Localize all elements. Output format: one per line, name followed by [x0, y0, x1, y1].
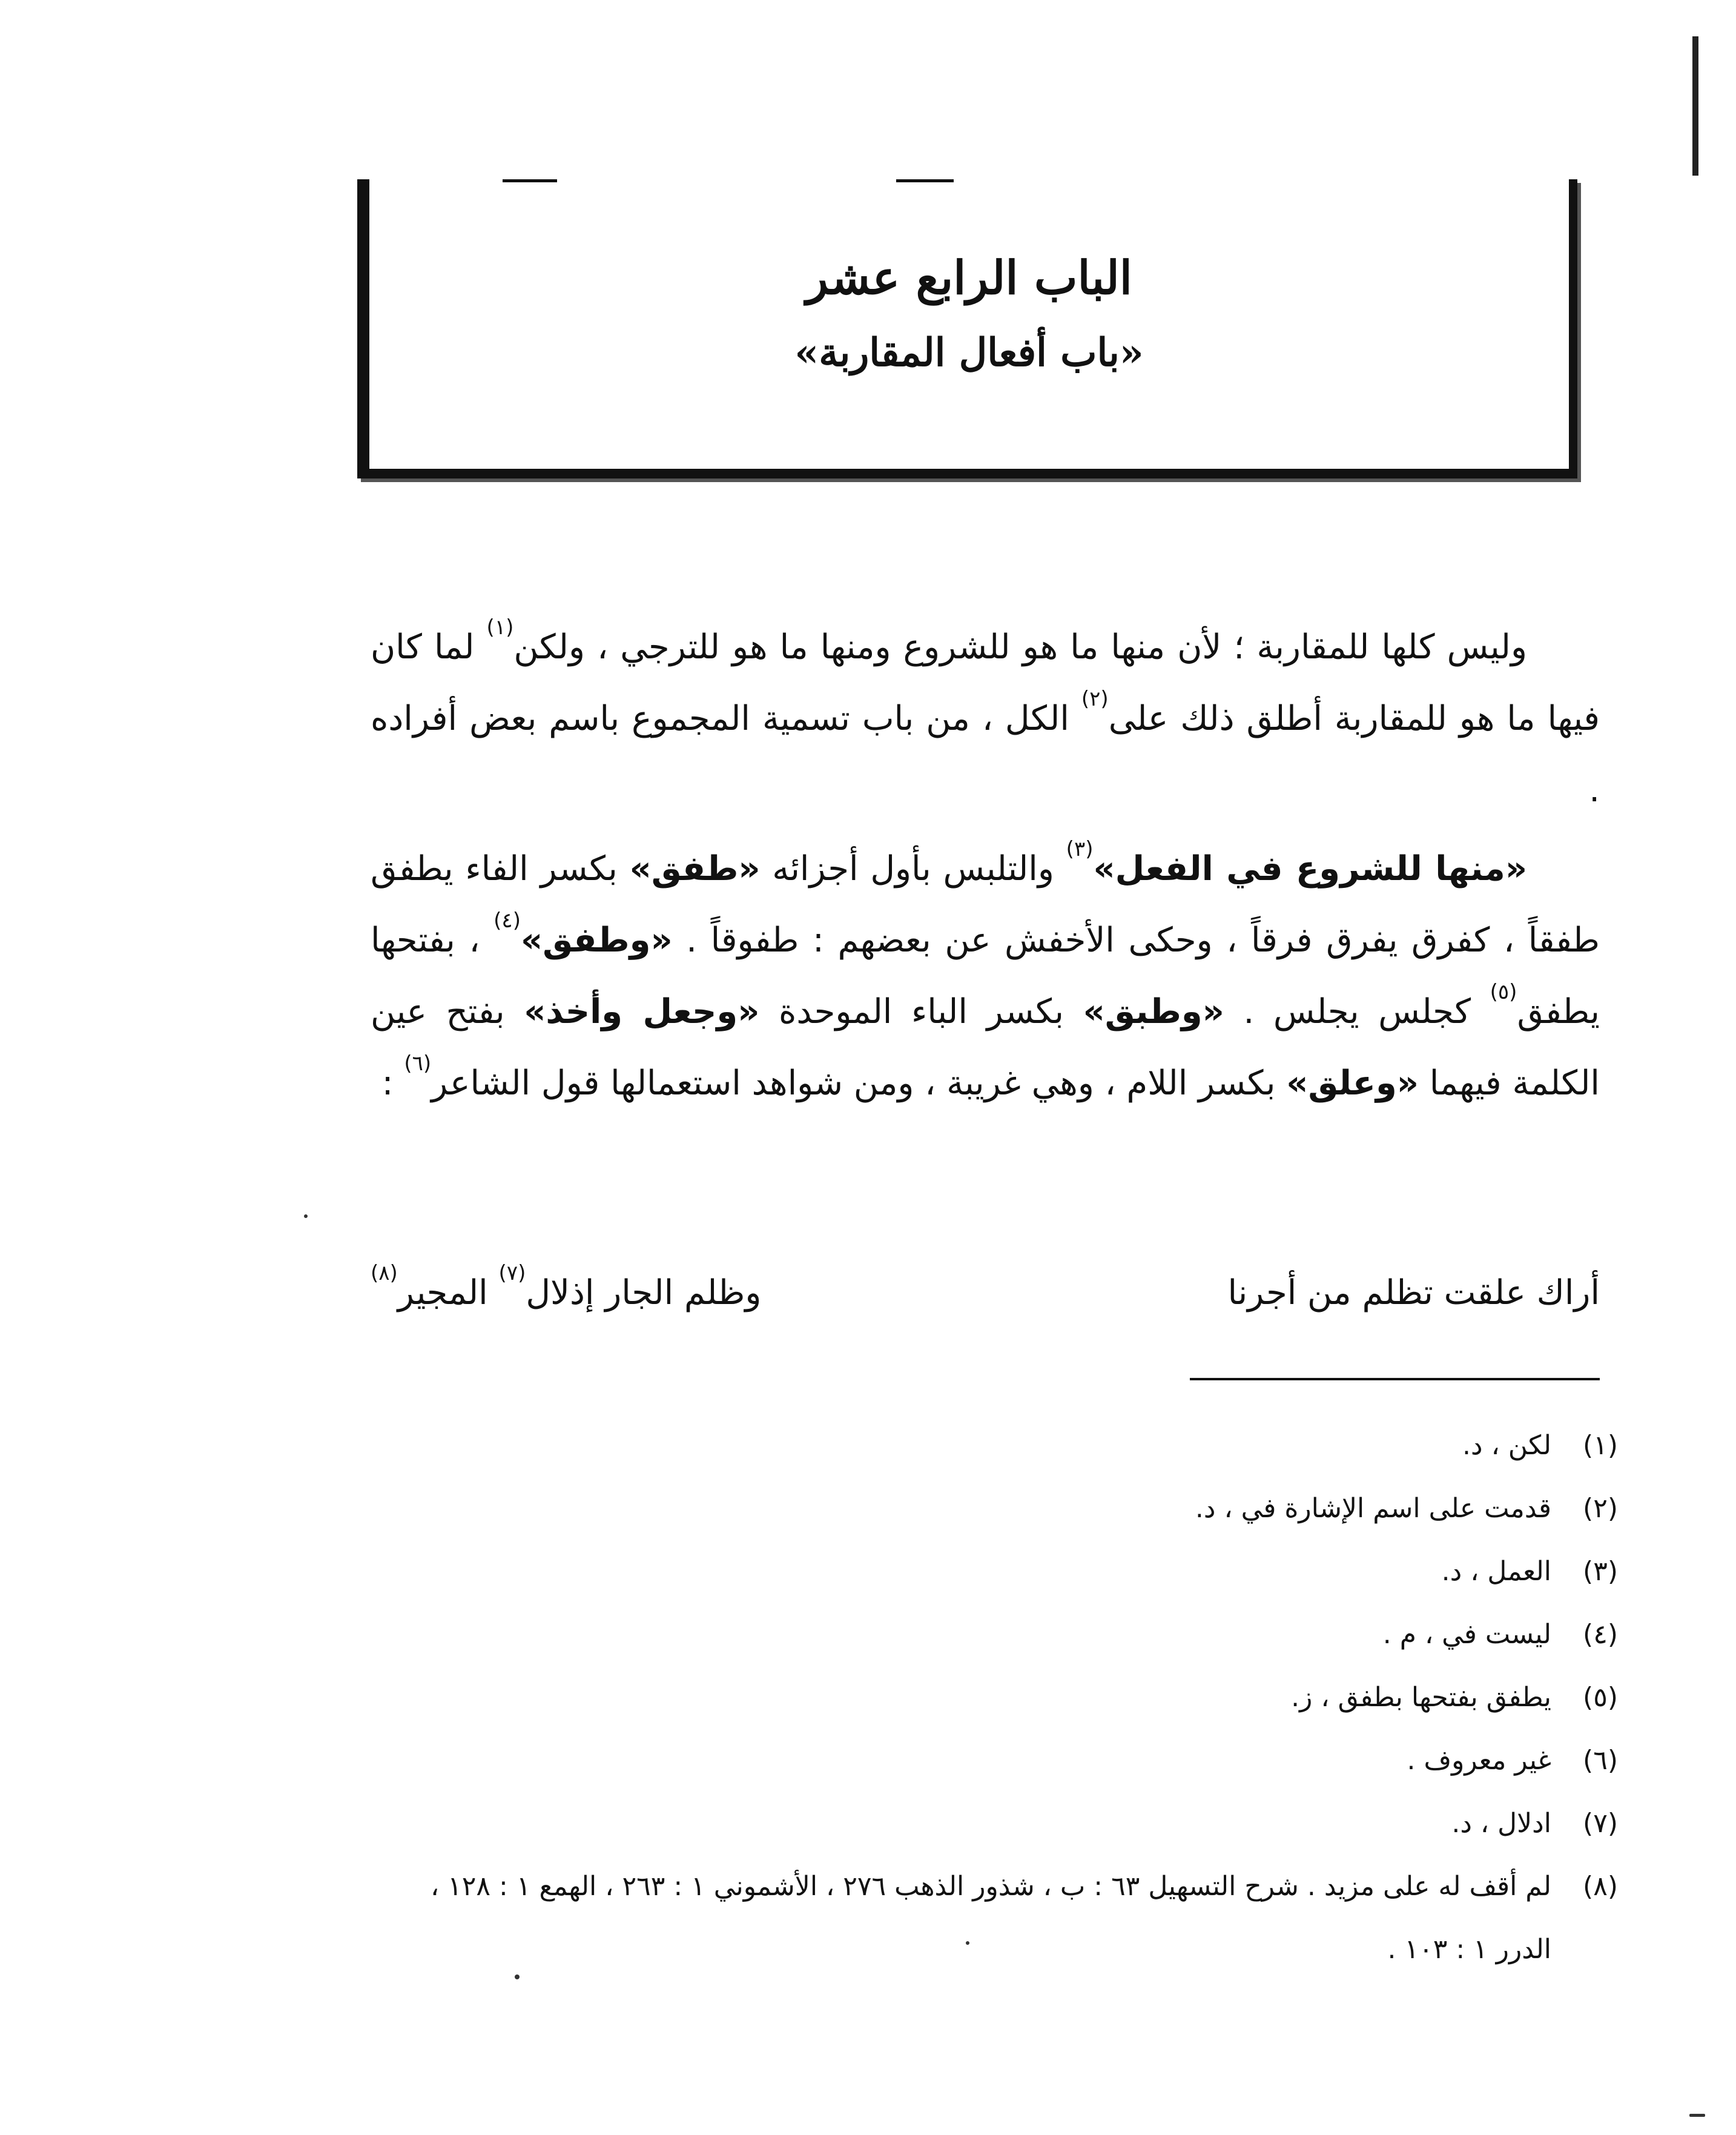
- text-run: ، بفتحها يطفق: [371, 921, 1600, 1031]
- keyword: «طفق»: [629, 849, 761, 889]
- paragraph-1: [371, 612, 1600, 826]
- text-run: بكسر الفاء يطفق طفقاً ، كفرق يفرق فرقاً ، وحكى الأخفش عن بعضهم : طفوقاً .: [371, 849, 1600, 960]
- main-text: [371, 612, 1600, 1127]
- keyword: «وجعل وأخذ»: [524, 992, 760, 1031]
- footnote-item: [371, 1540, 1618, 1603]
- scan-speck: [515, 1974, 520, 1979]
- scan-speck: [966, 1941, 969, 1945]
- footnote-text: قدمت على اسم الإشارة في ، د.: [1195, 1493, 1551, 1524]
- footnote-ref: (٤): [493, 909, 521, 933]
- footnote-item: [371, 1729, 1618, 1792]
- text-run: الكل ، من باب تسمية المجموع باسم بعض أفراده .: [371, 699, 1600, 810]
- text-run: المجير: [397, 1273, 499, 1312]
- footnote-ref: (٥): [1490, 980, 1517, 1004]
- poetry-verse: [371, 1260, 1600, 1326]
- text-run: كجلس يجلس .: [1224, 992, 1490, 1031]
- paragraph-2: [371, 833, 1600, 1119]
- footnote-text: لكن ، د.: [1462, 1430, 1551, 1461]
- footnote-text: ليست في ، م .: [1382, 1619, 1551, 1650]
- keyword: «وطفق»: [520, 921, 673, 960]
- footnote-separator: [1190, 1378, 1600, 1380]
- text-run: بكسر الباء الموحدة: [759, 992, 1083, 1031]
- footnote-number: (٦): [1583, 1745, 1618, 1776]
- verse-second-hemistich: [371, 1260, 761, 1326]
- footnote-ref: (٣): [1066, 837, 1094, 861]
- scan-speck: [304, 1214, 308, 1218]
- text-run: وليس كلها للمقاربة ؛ لأن منها ما هو للشروع ومنها ما هو للترجي ، ولكن: [513, 627, 1527, 667]
- footnote-item: [371, 1855, 1618, 1981]
- text-run: بفتح عين الكلمة فيهما: [371, 992, 1600, 1103]
- footnote-ref: (٨): [371, 1261, 398, 1285]
- footnote-text: العمل ، د.: [1441, 1556, 1551, 1587]
- footnote-item: [371, 1603, 1618, 1666]
- keyword: «منها للشروع في الفعل»: [1093, 849, 1527, 889]
- footnote-ref: (١): [486, 615, 514, 640]
- scan-speck: [1689, 2114, 1705, 2117]
- footnote-number: (١): [1583, 1430, 1618, 1461]
- chapter-header-box: [357, 179, 1577, 478]
- footnote-item: [371, 1477, 1618, 1540]
- footnote-item: [371, 1414, 1618, 1477]
- text-run: بكسر اللام ، وهي غريبة ، ومن شواهد استعمالها قول الشاعر: [431, 1064, 1287, 1103]
- footnote-ref: (٧): [498, 1261, 526, 1285]
- footnote-text: يطفق بفتحها بطفق ، ز.: [1291, 1682, 1551, 1713]
- footnotes-list: [371, 1414, 1618, 1981]
- text-run: :: [381, 1064, 404, 1103]
- scan-edge-mark: [1692, 36, 1698, 176]
- footnote-text: غير معروف .: [1407, 1745, 1551, 1776]
- text-run: والتلبس بأول أجزائه: [760, 849, 1066, 889]
- text-run: لما كان فيها ما هو للمقاربة أطلق ذلك على: [371, 627, 1600, 738]
- footnote-ref: (٢): [1081, 687, 1109, 711]
- text-run: وظلم الجار إذلال: [526, 1273, 762, 1312]
- footnote-ref: (٦): [404, 1051, 432, 1076]
- footnote-number: (٧): [1583, 1808, 1618, 1839]
- keyword: «وطبق»: [1083, 992, 1224, 1031]
- footnote-item: [371, 1792, 1618, 1855]
- footnote-number: (٨): [1583, 1871, 1618, 1902]
- chapter-subtitle: «باب أفعال المقاربة»: [794, 330, 1144, 376]
- verse-first-hemistich: أراك علقت تظلم من أجرنا: [1227, 1273, 1600, 1312]
- chapter-title: الباب الرابع عشر: [806, 251, 1132, 305]
- footnote-number: (٢): [1583, 1493, 1618, 1524]
- footnote-text: ادلال ، د.: [1451, 1808, 1551, 1839]
- footnote-number: (٤): [1583, 1619, 1618, 1650]
- footnote-item: [371, 1666, 1618, 1729]
- footnote-number: (٣): [1583, 1556, 1618, 1587]
- footnote-number: (٥): [1583, 1682, 1618, 1713]
- keyword: «وعلق»: [1286, 1064, 1419, 1103]
- footnote-text: لم أقف له على مزيد . شرح التسهيل ٦٣ : ب ، شذور الذهب ٢٧٦ ، الأشموني ١ : ٢٦٣ ، الهمع ١ : ١٢٨ ، الدرر ١ : ١٠٣ .: [430, 1871, 1551, 1965]
